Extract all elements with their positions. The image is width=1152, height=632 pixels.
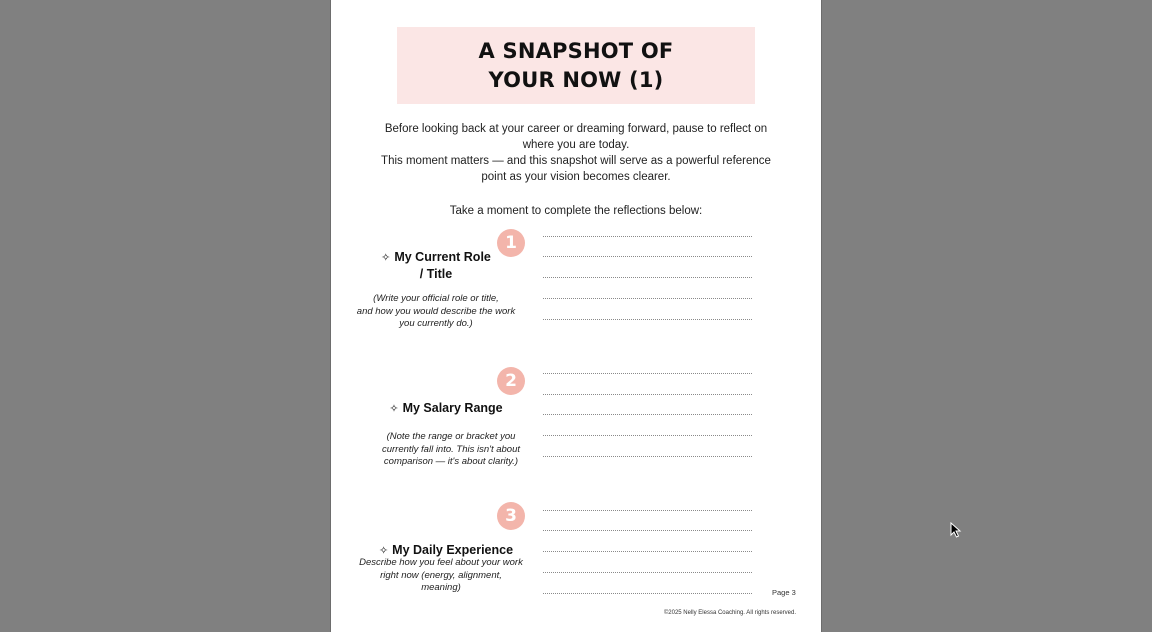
section-desc-line: meaning): [421, 582, 461, 593]
section-title-salary-range: [361, 400, 531, 417]
sparkle-icon: ✧: [381, 251, 391, 264]
section-title-current-role: [351, 249, 521, 282]
writing-line: [543, 456, 752, 457]
intro-paragraph-1: [351, 121, 801, 153]
section-desc-line: currently fall into. This isn't about: [381, 443, 521, 455]
page-number: Page 3: [772, 588, 796, 597]
section-desc-daily-experience: [346, 557, 536, 595]
intro-line: point as your vision becomes clearer.: [481, 171, 671, 183]
page-title-line-1: A SNAPSHOT OF: [478, 38, 674, 63]
writing-line: [543, 277, 752, 278]
section-desc-line: Describe how you feel about your work: [359, 557, 523, 568]
section-desc-line: you currently do.): [399, 318, 473, 329]
writing-line: [543, 256, 752, 257]
section-title-line: My Current Role: [394, 250, 491, 264]
writing-line: [543, 414, 752, 415]
sparkle-icon: ✧: [389, 402, 399, 415]
writing-line: [543, 572, 752, 573]
intro-line: This moment matters — and this snapshot will serve as a powerful reference: [381, 155, 771, 167]
writing-line: [543, 593, 752, 594]
writing-line: [543, 236, 752, 237]
section-number-badge: 2: [497, 367, 525, 395]
reflection-prompt: Take a moment to complete the reflections below:: [449, 205, 703, 217]
section-title-line: / Title: [419, 267, 453, 281]
writing-line: [543, 394, 752, 395]
writing-line: [543, 530, 752, 531]
writing-line: [543, 551, 752, 552]
intro-line: where you are today.: [522, 139, 630, 151]
writing-line: [543, 298, 752, 299]
writing-line: [543, 373, 752, 374]
intro-paragraph-2: [351, 153, 801, 185]
section-title-line: My Salary Range: [402, 401, 503, 415]
section-number-badge: 1: [497, 229, 525, 257]
section-desc-line: (Write your official role or title,: [373, 293, 499, 304]
section-desc-line: right now (energy, alignment,: [380, 569, 502, 581]
document-page: [330, 0, 822, 632]
section-desc-current-role: [341, 293, 531, 331]
section-desc-line: and how you would describe the work: [356, 305, 516, 317]
intro-line: Before looking back at your career or dreaming forward, pause to reflect on: [384, 123, 768, 135]
writing-line: [543, 510, 752, 511]
writing-line: [543, 435, 752, 436]
copyright-notice: ©2025 Nelly Elessa Coaching. All rights reserved.: [663, 610, 796, 616]
section-desc-line: comparison — it's about clarity.): [383, 456, 519, 467]
section-title-line: My Daily Experience: [392, 543, 514, 557]
page-title-line-2: YOUR NOW (1): [488, 67, 664, 92]
sparkle-icon: ✧: [378, 544, 389, 557]
section-number-badge: 3: [497, 502, 525, 530]
section-desc-line: (Note the range or bracket you: [386, 431, 516, 442]
mouse-pointer-icon: [950, 522, 962, 538]
section-desc-salary-range: [356, 431, 546, 469]
writing-line: [543, 319, 752, 320]
title-banner: [397, 27, 755, 104]
